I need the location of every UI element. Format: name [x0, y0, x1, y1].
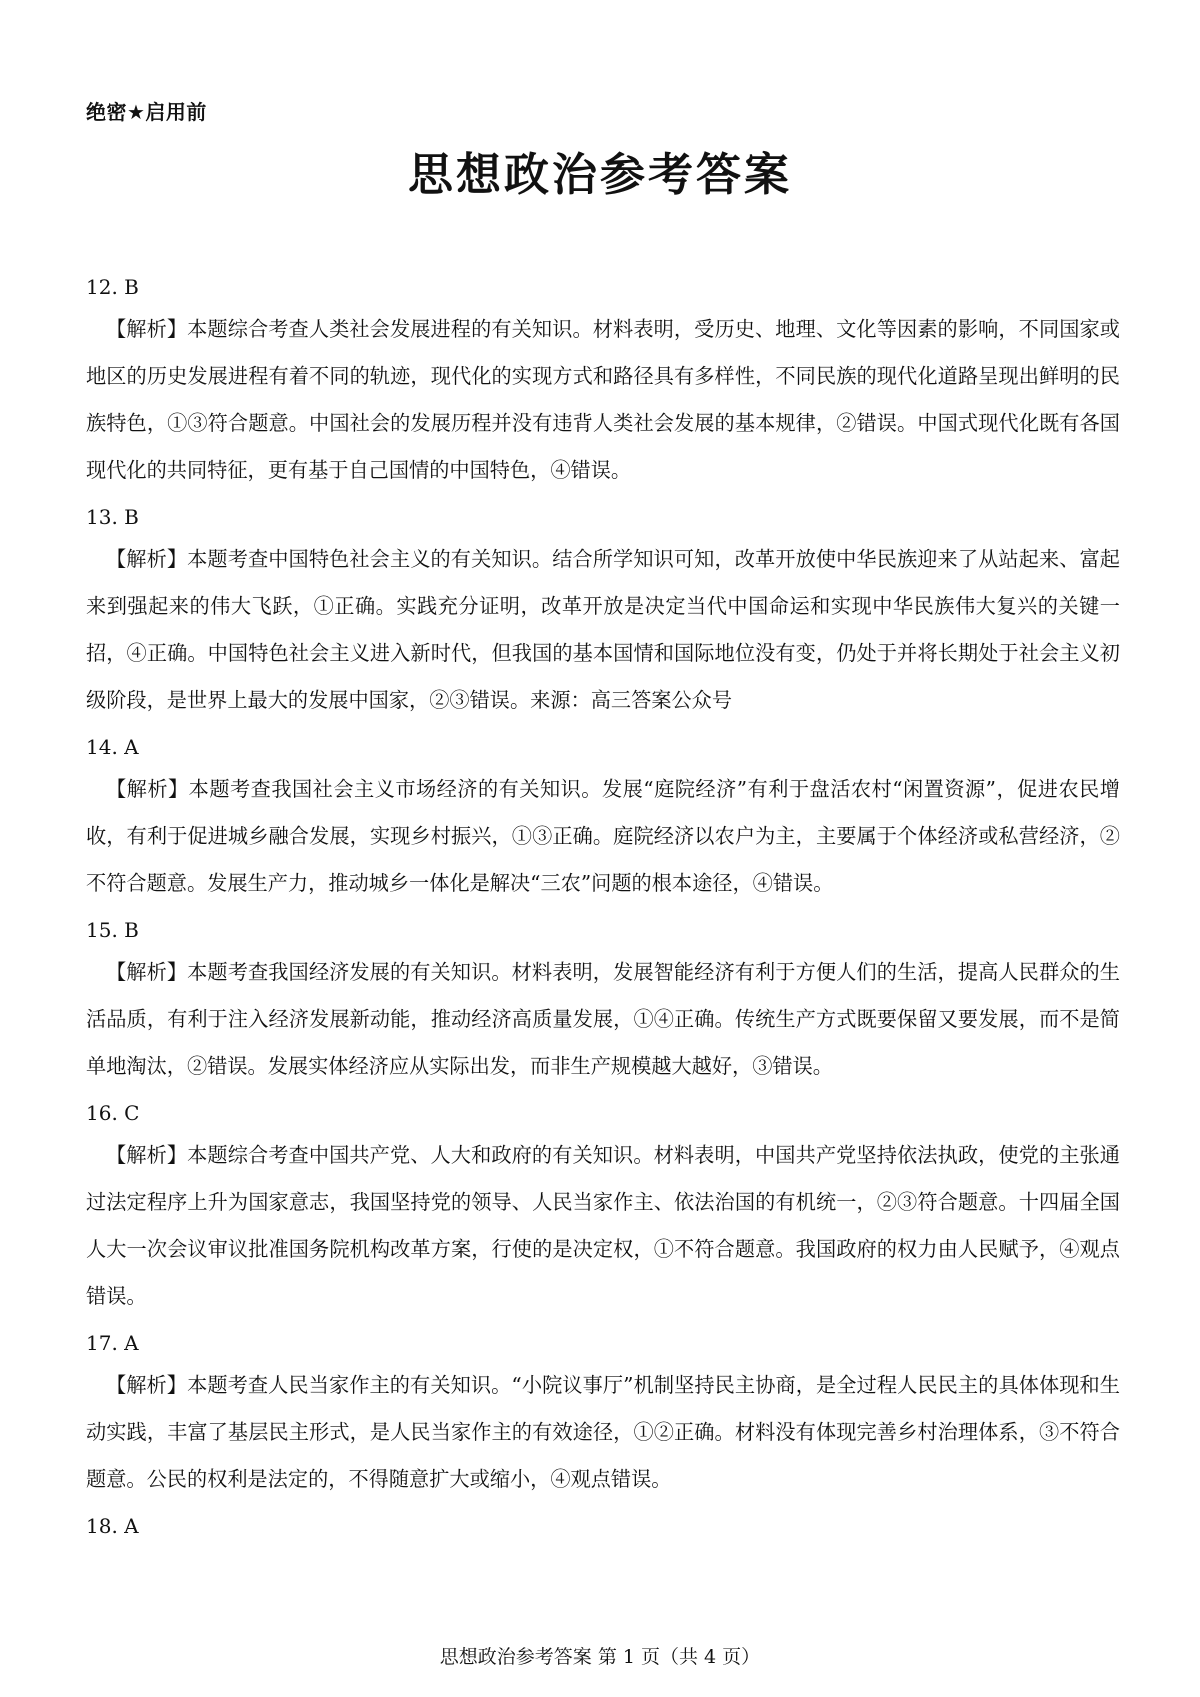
question-15: [86, 911, 1120, 1090]
question-analysis: 【解析】本题综合考查中国共产党、人大和政府的有关知识。材料表明，中国共产党坚持依法执政，使党的主张通过法定程序上升为国家意志，我国坚持党的领导、人民当家作主、依法治国的有机统一，②③符合题意。十四届全国人大一次会议审议批准国务院机构改革方案，行使的是决定权，①不符合题意。我国政府的权力由人民赋予，④观点错误。: [86, 1143, 1120, 1308]
question-number: 14. A: [86, 735, 139, 759]
question-number: 15. B: [86, 918, 139, 942]
question-analysis: 【解析】本题考查人民当家作主的有关知识。“小院议事厅”机制坚持民主协商，是全过程人民民主的具体体现和生动实践，丰富了基层民主形式，是人民当家作主的有效途径，①②正确。材料没有体现完善乡村治理体系，③不符合题意。公民的权利是法定的，不得随意扩大或缩小，④观点错误。: [86, 1373, 1120, 1491]
confidential-label: 绝密★启用前: [86, 100, 207, 124]
question-17: [86, 1324, 1120, 1503]
question-16: [86, 1094, 1120, 1320]
question-14: [86, 728, 1120, 907]
question-13: [86, 498, 1120, 724]
question-number: 13. B: [86, 505, 139, 529]
question-18: [86, 1507, 1120, 1545]
question-analysis: 【解析】本题考查我国经济发展的有关知识。材料表明，发展智能经济有利于方便人们的生活，提高人民群众的生活品质，有利于注入经济发展新动能，推动经济高质量发展，①④正确。传统生产方式既要保留又要发展，而不是简单地淘汰，②错误。发展实体经济应从实际出发，而非生产规模越大越好，③错误。: [86, 960, 1120, 1078]
question-number: 16. C: [86, 1101, 140, 1125]
question-number: 12. B: [86, 275, 139, 299]
answer-list: [86, 264, 1120, 1549]
page-footer: 思想政治参考答案 第 1 页（共 4 页）: [439, 1646, 761, 1668]
question-analysis: 【解析】本题考查中国特色社会主义的有关知识。结合所学知识可知，改革开放使中华民族迎来了从站起来、富起来到强起来的伟大飞跃，①正确。实践充分证明，改革开放是决定当代中国命运和实现中华民族伟大复兴的关键一招，④正确。中国特色社会主义进入新时代，但我国的基本国情和国际地位没有变，仍处于并将长期处于社会主义初级阶段，是世界上最大的发展中国家，②③错误。来源：高三答案公众号: [86, 547, 1120, 712]
question-number: 18. A: [86, 1514, 139, 1538]
page-title: 思想政治参考答案: [407, 148, 792, 201]
question-analysis: 【解析】本题综合考查人类社会发展进程的有关知识。材料表明，受历史、地理、文化等因素的影响，不同国家或地区的历史发展进程有着不同的轨迹，现代化的实现方式和路径具有多样性，不同民族的现代化道路呈现出鲜明的民族特色，①③符合题意。中国社会的发展历程并没有违背人类社会发展的基本规律，②错误。中国式现代化既有各国现代化的共同特征，更有基于自己国情的中国特色，④错误。: [86, 317, 1120, 482]
question-number: 17. A: [86, 1331, 139, 1355]
question-analysis: 【解析】本题考查我国社会主义市场经济的有关知识。发展“庭院经济”有利于盘活农村“闲置资源”，促进农民增收，有利于促进城乡融合发展，实现乡村振兴，①③正确。庭院经济以农户为主，主要属于个体经济或私营经济，②不符合题意。发展生产力，推动城乡一体化是解决“三农”问题的根本途径，④错误。: [86, 777, 1120, 895]
question-12: [86, 268, 1120, 494]
